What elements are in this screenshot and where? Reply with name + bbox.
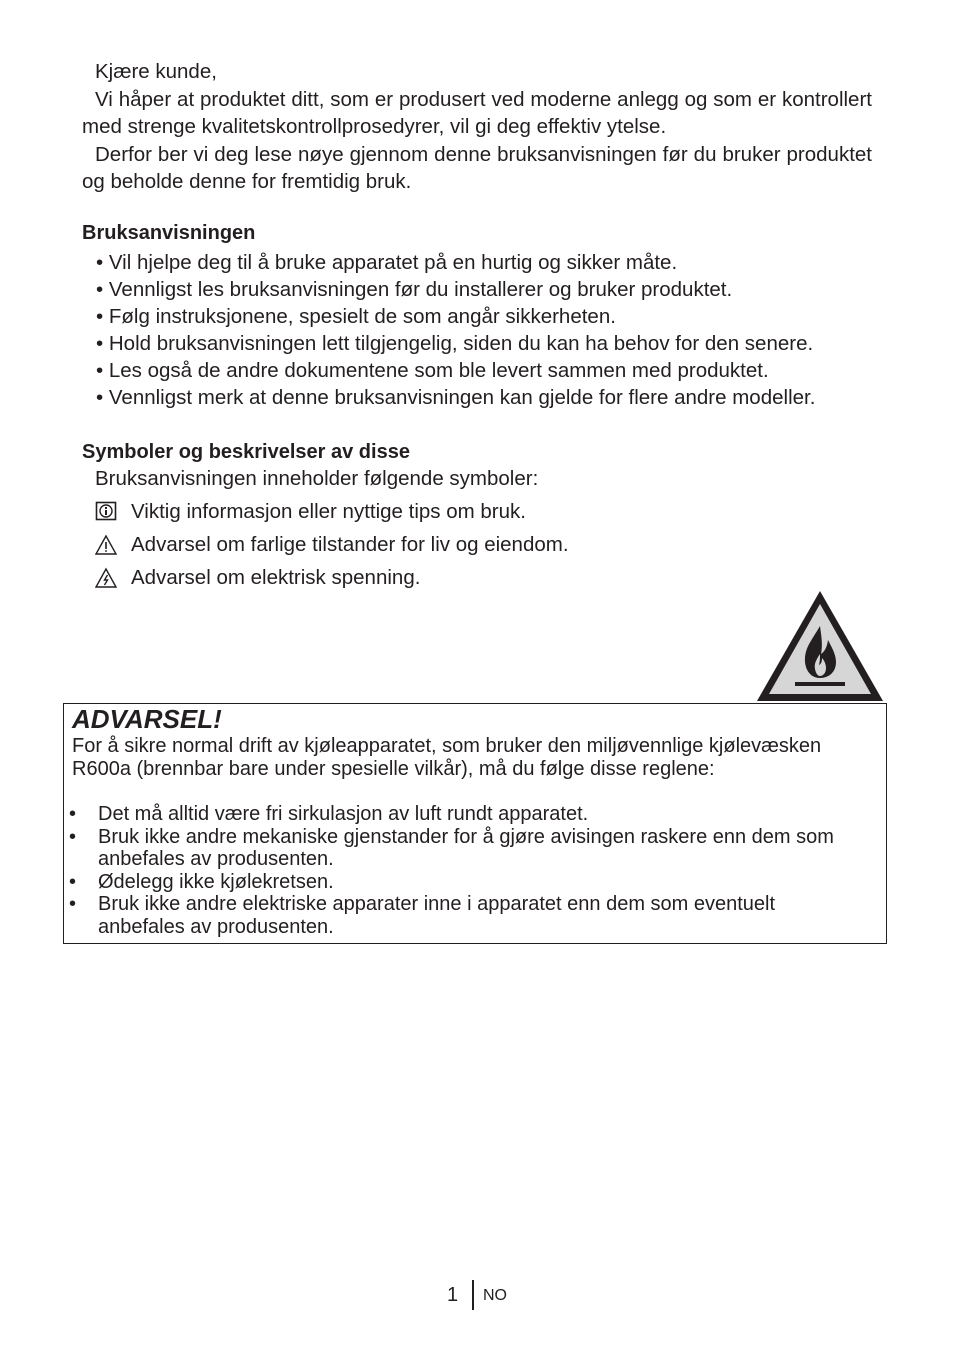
symbol-text: Advarsel om elektrisk spenning. xyxy=(131,566,421,589)
symbol-text: Advarsel om farlige tilstander for liv og eiendom. xyxy=(131,533,569,556)
manual-section-title: Bruksanvisningen xyxy=(82,222,256,244)
warning-title: ADVARSEL! xyxy=(72,704,222,734)
intro-paragraph-2: Derfor ber vi deg lese nøye gjennom denne bruksanvisningen før du bruker produktet og beholde denne for fremtidig bruk. xyxy=(82,142,872,193)
symbols-section-title: Symboler og beskrivelser av disse xyxy=(82,441,410,463)
list-item: • Bruk ikke andre elektriske apparater inne i apparatet enn dem som eventuelt anbefales av produsenten. xyxy=(64,893,864,938)
list-item: • Vennligst les bruksanvisningen før du installerer og bruker produktet. xyxy=(96,276,896,303)
list-item: • Les også de andre dokumentene som ble levert sammen med produktet. xyxy=(96,357,896,384)
page-number: 1 xyxy=(447,1284,459,1306)
page-language: NO xyxy=(483,1287,507,1304)
warning-list xyxy=(64,803,864,938)
symbol-row-warning xyxy=(95,533,569,557)
warning-triangle-icon xyxy=(95,534,117,556)
list-item: • Det må alltid være fri sirkulasjon av luft rundt apparatet. xyxy=(64,803,864,826)
intro-section xyxy=(82,58,872,196)
list-item: • Hold bruksanvisningen lett tilgjengelig, siden du kan ha behov for den senere. xyxy=(96,330,896,357)
warning-intro: For å sikre normal drift av kjøleapparatet, som bruker den miljøvennlige kjølevæsken R600a (brennbar bare under spesielle vilkår), må du følge disse reglene: xyxy=(72,735,822,780)
page-separator xyxy=(472,1280,474,1310)
symbol-row-electric xyxy=(95,566,420,590)
symbol-row-info xyxy=(95,500,526,524)
greeting: Kjære kunde, xyxy=(95,60,217,83)
list-item: • Bruk ikke andre mekaniske gjenstander for å gjøre avisingen raskere enn dem som anbefales av produsenten. xyxy=(64,826,864,871)
flammable-warning-icon xyxy=(754,588,886,704)
list-item: • Ødelegg ikke kjølekretsen. xyxy=(64,871,864,894)
intro-paragraph-1: Vi håper at produktet ditt, som er produsert ved moderne anlegg og som er kontrollert med strenge kvalitetskontrollprosedyrer, vil gi deg effektiv ytelse. xyxy=(82,87,872,138)
info-icon xyxy=(95,501,117,523)
list-item: • Følg instruksjonene, spesielt de som angår sikkerheten. xyxy=(96,303,896,330)
electric-warning-icon xyxy=(95,567,117,589)
symbols-intro: Bruksanvisningen inneholder følgende symboler: xyxy=(95,467,539,490)
symbol-text: Viktig informasjon eller nyttige tips om bruk. xyxy=(131,500,526,523)
list-item: • Vil hjelpe deg til å bruke apparatet på en hurtig og sikker måte. xyxy=(96,249,896,276)
list-item: • Vennligst merk at denne bruksanvisningen kan gjelde for flere andre modeller. xyxy=(96,384,896,411)
warning-box xyxy=(63,703,887,944)
manual-list xyxy=(96,249,896,411)
